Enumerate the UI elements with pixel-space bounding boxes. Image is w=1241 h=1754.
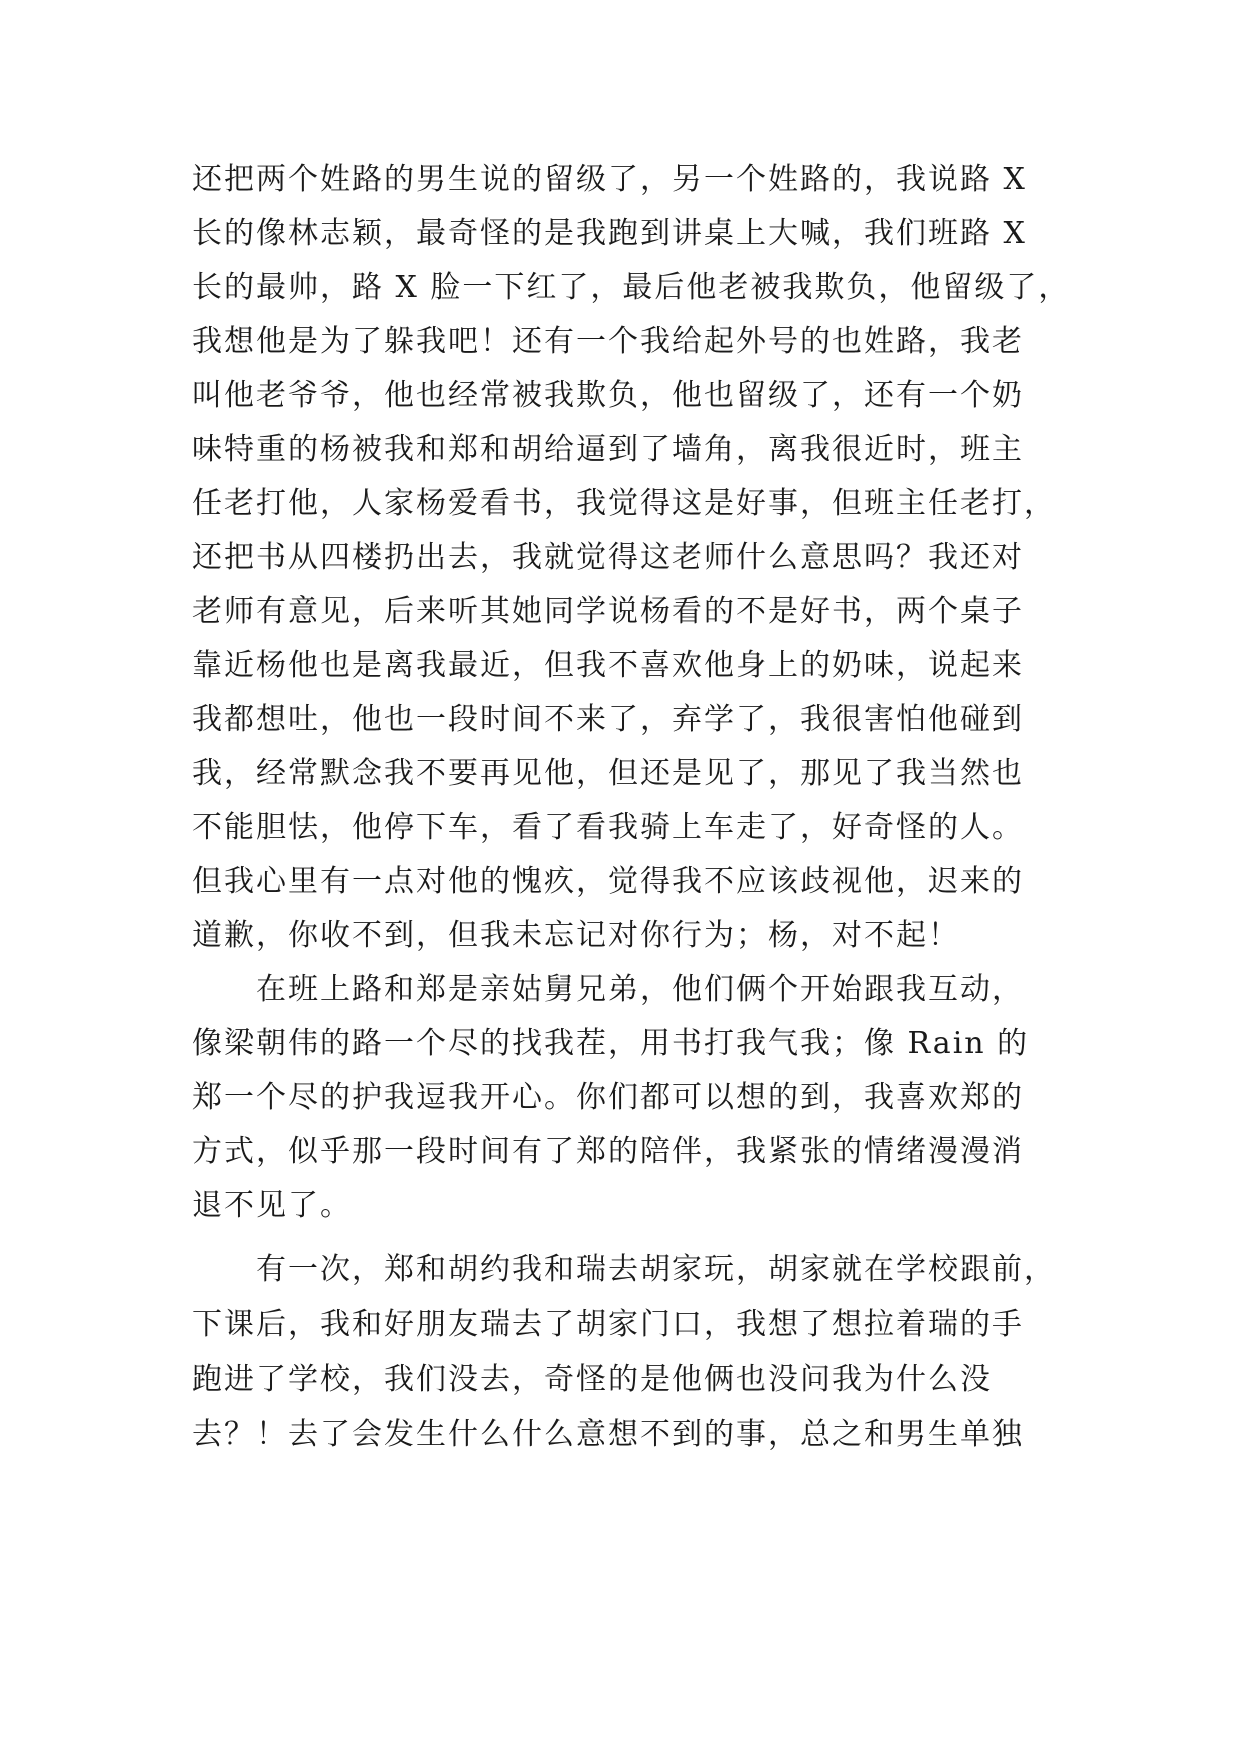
text-line: 味特重的杨被我和郑和胡给逼到了墙角，离我很近时，班主 (192, 432, 1024, 467)
text-line: 但我心里有一点对他的愧疚，觉得我不应该歧视他，迟来的 (192, 864, 1024, 899)
text-line: 长的最帅，路 X 脸一下红了，最后他老被我欺负，他留级了， (192, 270, 1071, 305)
text-line: 跑进了学校，我们没去，奇怪的是他俩也没问我为什么没 (192, 1362, 992, 1397)
text-line: 还把两个姓路的男生说的留级了，另一个姓路的，我说路 X (192, 162, 1027, 197)
text-line: 在班上路和郑是亲姑舅兄弟，他们俩个开始跟我互动， (192, 972, 1024, 1007)
text-line: 下课后，我和好朋友瑞去了胡家门口，我想了想拉着瑞的手 (192, 1307, 1024, 1342)
text-line: 长的像林志颖，最奇怪的是我跑到讲桌上大喊，我们班路 X (192, 216, 1027, 251)
text-line: 有一次，郑和胡约我和瑞去胡家玩，胡家就在学校跟前， (192, 1252, 1056, 1287)
text-line: 退不见了。 (192, 1188, 352, 1223)
text-line: 我都想吐，他也一段时间不来了，弃学了，我很害怕他碰到 (192, 702, 1024, 737)
text-line: 还把书从四楼扔出去，我就觉得这老师什么意思吗？我还对 (192, 540, 1024, 575)
text-line: 靠近杨他也是离我最近，但我不喜欢他身上的奶味，说起来 (192, 648, 1024, 683)
text-line: 不能胆怯，他停下车，看了看我骑上车走了，好奇怪的人。 (192, 810, 1024, 845)
text-line: 我想他是为了躲我吧！还有一个我给起外号的也姓路，我老 (192, 324, 1024, 359)
text-line: 任老打他，人家杨爱看书，我觉得这是好事，但班主任老打， (192, 486, 1056, 521)
text-line: 我，经常默念我不要再见他，但还是见了，那见了我当然也 (192, 756, 1024, 791)
text-line: 郑一个尽的护我逗我开心。你们都可以想的到，我喜欢郑的 (192, 1080, 1024, 1115)
text-line: 像梁朝伟的路一个尽的找我茬，用书打我气我；像 Rain 的 (192, 1026, 1030, 1061)
text-line: 老师有意见，后来听其她同学说杨看的不是好书，两个桌子 (192, 594, 1024, 629)
text-line: 道歉，你收不到，但我未忘记对你行为；杨，对不起！ (192, 918, 960, 953)
text-line: 去？！去了会发生什么什么意想不到的事，总之和男生单独 (192, 1417, 1024, 1452)
text-line: 叫他老爷爷，他也经常被我欺负，他也留级了，还有一个奶 (192, 378, 1024, 413)
text-line: 方式，似乎那一段时间有了郑的陪伴，我紧张的情绪漫漫消 (192, 1134, 1024, 1169)
